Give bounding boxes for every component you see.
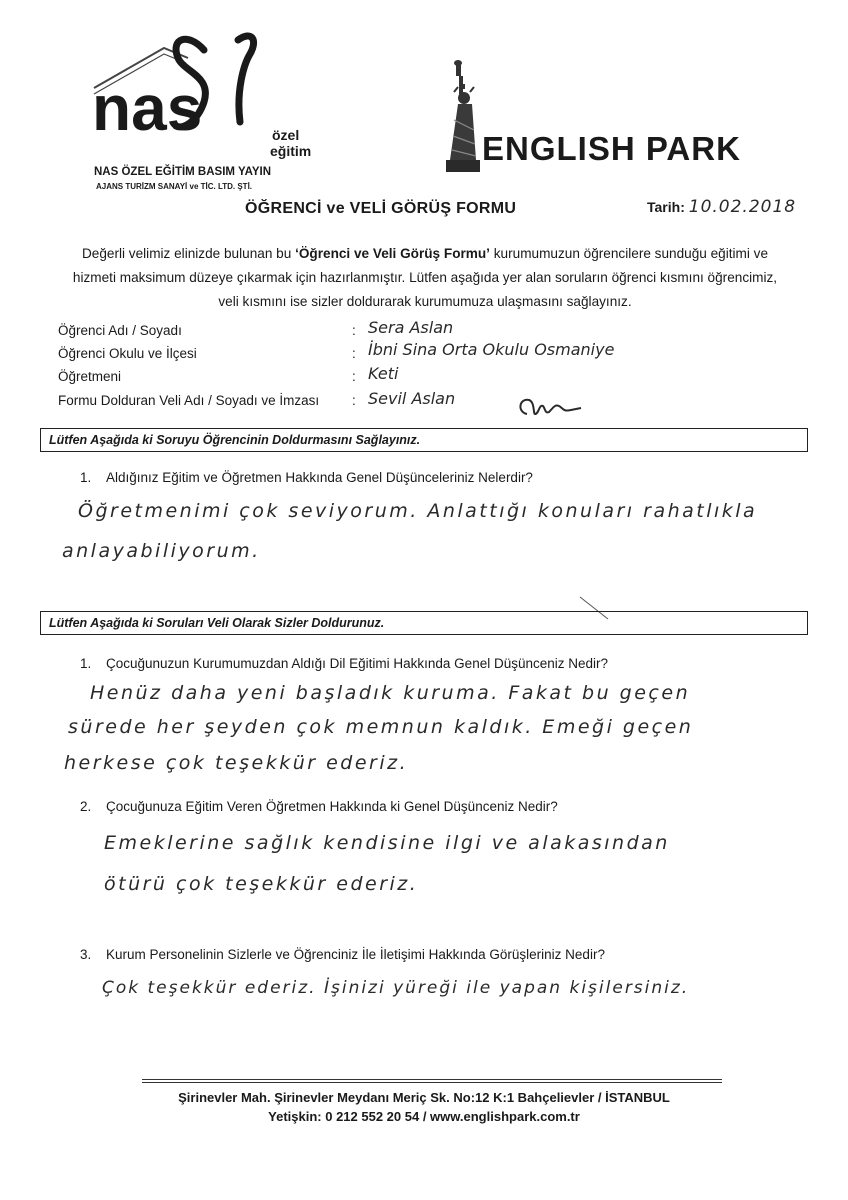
nas-company-name: AJANS TURİZM SANAYİ ve TİC. LTD. ŞTİ.: [96, 182, 253, 191]
english-park-logo: [440, 60, 780, 180]
parent-answer-2-line-1[interactable]: Emeklerine sağlık kendisine ilgi ve alakasından: [104, 832, 670, 854]
date-value[interactable]: 10.02.2018: [688, 197, 797, 217]
question-number: 1.: [80, 656, 92, 671]
parent-name-value[interactable]: Sevil Aslan: [368, 389, 456, 408]
english-park-brand: ENGLISH PARK: [482, 130, 741, 167]
parent-name-label: Formu Dolduran Veli Adı / Soyadı ve İmzası: [58, 393, 320, 408]
statue-of-liberty-icon: [440, 60, 484, 172]
teacher-label: Öğretmeni: [58, 369, 122, 384]
form-title: ÖĞRENCİ ve VELİ GÖRÜŞ FORMU: [245, 200, 517, 217]
parent-answer-1-line-2[interactable]: sürede her şeyden çok memnun kaldık. Emeği geçen: [68, 716, 694, 738]
student-section-header: [40, 428, 808, 452]
question-text: Kurum Personelinin Sizlerle ve Öğrenciniz İle İletişimi Hakkında Görüşleriniz Nedir?: [106, 947, 605, 962]
date-label: Tarih:: [647, 199, 685, 215]
parent-question-1: [80, 656, 608, 671]
teacher-value[interactable]: Keti: [368, 364, 399, 383]
question-number: 1.: [80, 470, 92, 485]
school-value[interactable]: İbni Sina Orta Okulu Osmaniye: [368, 340, 615, 359]
footer-divider: [142, 1079, 722, 1083]
intro-paragraph: [60, 242, 790, 314]
nas-egitim-text: eğitim: [270, 143, 312, 159]
parent-answer-3-line-1[interactable]: Çok teşekkür ederiz. İşinizi yüreği ile yapan kişilersiniz.: [102, 978, 690, 998]
parent-section-heading: Lütfen Aşağıda ki Soruları Veli Olarak Sizler Doldurunuz.: [49, 616, 385, 630]
parent-section-header: [40, 611, 808, 635]
colon: :: [352, 323, 356, 338]
parent-question-2: [80, 799, 558, 814]
intro-line3: veli kısmını ise sizler doldurarak kurumumuza ulaşmasını sağlayınız.: [218, 294, 632, 309]
footer-address: Şirinevler Mah. Şirinevler Meydanı Meriç Sk. No:12 K:1 Bahçelievler / İSTANBUL: [178, 1090, 670, 1105]
school-label: Öğrenci Okulu ve İlçesi: [58, 346, 197, 361]
date-field: [647, 197, 796, 217]
student-section-heading: Lütfen Aşağıda ki Soruyu Öğrencinin Doldurmasını Sağlayınız.: [49, 433, 421, 447]
student-name-label: Öğrenci Adı / Soyadı: [58, 323, 182, 338]
intro-line1-post: kurumumuzun öğrencilere sunduğu eğitimi ve: [489, 246, 769, 261]
student-name-value[interactable]: Sera Aslan: [368, 318, 454, 337]
colon: :: [352, 369, 356, 384]
nas-wordmark: nas: [92, 72, 203, 144]
parent-answer-1-line-1[interactable]: Henüz daha yeni başladık kuruma. Fakat bu geçen: [90, 682, 691, 704]
parent-question-3: [80, 947, 605, 962]
intro-line2: hizmeti maksimum düzeye çıkarmak için hazırlanmıştır. Lütfen aşağıda yer alan soruların öğrenci kısmını öğrencimiz,: [72, 270, 778, 285]
parent-signature: [515, 392, 585, 422]
student-question: [80, 470, 533, 485]
footer-contact: Yetişkin: 0 212 552 20 54 / www.englishpark.com.tr: [268, 1109, 580, 1124]
nas-publisher-name: NAS ÖZEL EĞİTİM BASIM YAYIN: [94, 166, 272, 178]
student-answer-line-2[interactable]: anlayabiliyorum.: [62, 540, 261, 562]
nas-house-logo-icon: [88, 30, 288, 170]
intro-form-name: ‘Öğrenci ve Veli Görüş Formu’: [295, 246, 490, 261]
question-text: Çocuğunuza Eğitim Veren Öğretmen Hakkında ki Genel Düşünceniz Nedir?: [106, 799, 558, 814]
parent-answer-1-line-3[interactable]: herkese çok teşekkür ederiz.: [64, 752, 409, 774]
colon: :: [352, 393, 356, 408]
question-number: 2.: [80, 799, 92, 814]
question-text: Çocuğunuzun Kurumumuzdan Aldığı Dil Eğitimi Hakkında Genel Düşünceniz Nedir?: [106, 656, 609, 671]
nas-logo: [88, 30, 312, 191]
intro-line1-pre: Değerli velimiz elinizde bulunan bu: [81, 246, 296, 261]
question-number: 3.: [80, 947, 92, 962]
question-text: Aldığınız Eğitim ve Öğretmen Hakkında Genel Düşünceleriniz Nelerdir?: [106, 470, 533, 485]
nas-ozel-text: özel: [272, 127, 300, 143]
colon: :: [352, 346, 356, 361]
parent-answer-2-line-2[interactable]: ötürü çok teşekkür ederiz.: [104, 873, 419, 895]
student-answer-line-1[interactable]: Öğretmenimi çok seviyorum. Anlattığı konuları rahatlıkla: [78, 500, 758, 522]
